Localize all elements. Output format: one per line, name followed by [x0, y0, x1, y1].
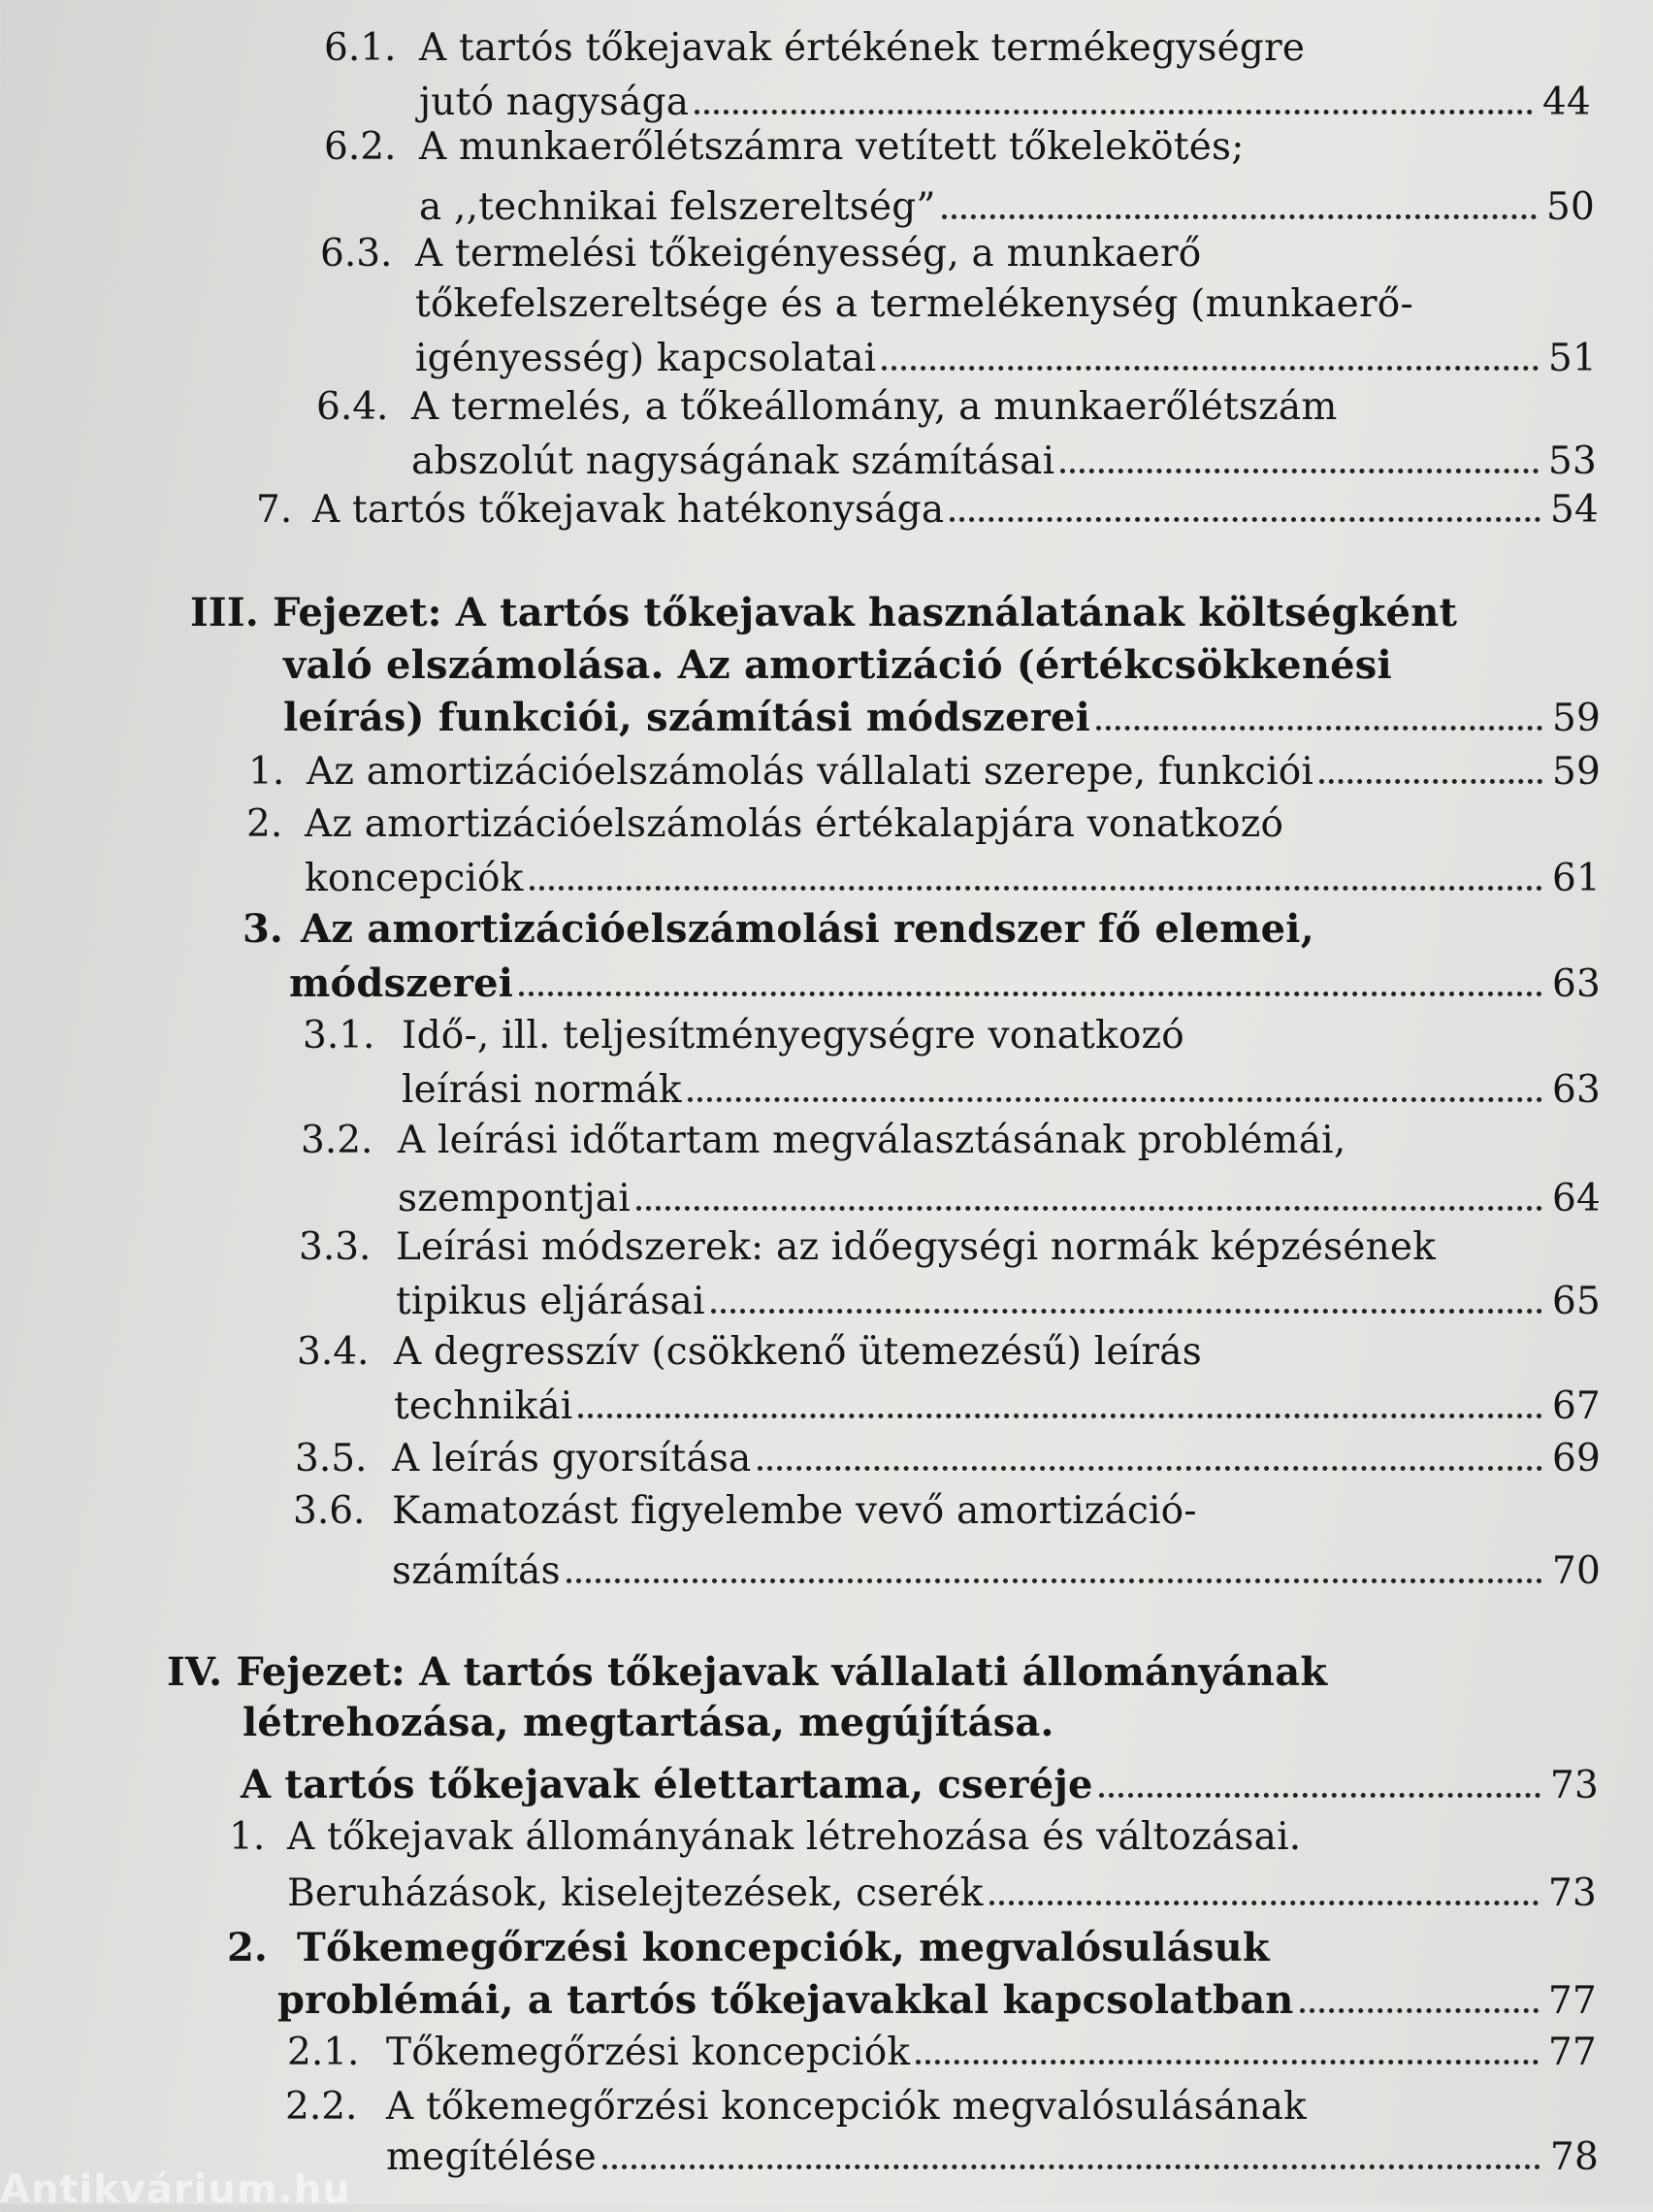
entry-number: 2.1.	[287, 2031, 360, 2074]
entry-last-line	[419, 80, 1591, 126]
watermark: Antikvárium.hu	[0, 2167, 351, 2212]
page-number: 69	[1551, 1437, 1601, 1480]
page-number: 70	[1551, 1549, 1601, 1593]
entry-last-line	[283, 695, 1601, 742]
page-number: 77	[1547, 1979, 1597, 2023]
entry-title-line: Beruházások, kiselejtezések, cserék	[287, 1871, 984, 1915]
entry-title-line: a ,,technikai felszereltség”	[419, 185, 936, 229]
entry-title-line: abszolút nagyságának számításai	[411, 439, 1055, 483]
entry-title-line: leírás) funkciói, számítási módszerei	[283, 695, 1091, 740]
entry-title-line: Kamatozást figyelembe vevő amortizáció-	[392, 1489, 1197, 1533]
leader-dots	[942, 214, 1537, 219]
leader-dots	[567, 1578, 1542, 1583]
leader-dots	[758, 1466, 1542, 1471]
entry-title-line: A tartós tőkejavak élettartama, cseréje	[241, 1762, 1093, 1807]
leader-dots	[602, 2164, 1540, 2169]
entry-title-line: Az amortizációelszámolás vállalati szerepe, funkciói	[307, 750, 1314, 794]
leader-dots	[882, 366, 1539, 371]
entry-number: 3.	[243, 906, 283, 952]
entry-number: 3.3.	[299, 1225, 372, 1269]
entry-title-line: Fejezet: A tartós tőkejavak használatának költségként	[273, 590, 1458, 635]
entry-number: 2.	[227, 1925, 268, 1970]
page-number: 78	[1549, 2135, 1599, 2179]
entry-number: 6.4.	[316, 385, 389, 429]
entry-number: 6.1.	[324, 26, 397, 70]
leader-dots	[530, 886, 1542, 891]
entry-number: 3.6.	[293, 1489, 366, 1533]
entry-last-line	[241, 1762, 1599, 1809]
entry-title-line: jutó nagysága	[419, 81, 690, 124]
page-number: 64	[1551, 1177, 1601, 1220]
leader-dots	[950, 517, 1540, 522]
page-number: 54	[1549, 488, 1599, 532]
entry-last-line	[277, 1977, 1597, 2025]
chapter-number: III.	[190, 590, 259, 635]
entry-last-line	[415, 336, 1597, 382]
leader-dots	[688, 1097, 1542, 1102]
entry-title-line: A tőkejavak állományának létrehozása és változásai.	[287, 1815, 1302, 1859]
page-number: 77	[1547, 2031, 1597, 2074]
page-number: 67	[1551, 1384, 1601, 1428]
entry-number: 1.	[248, 750, 285, 794]
entry-title-line: Az amortizációelszámolás értékalapjára vonatkozó	[305, 802, 1284, 846]
leader-dots	[636, 1206, 1542, 1211]
page-number: 59	[1551, 697, 1601, 740]
leader-dots	[1060, 469, 1539, 473]
entry-title-line: módszerei	[289, 960, 514, 1006]
entry-title-line: leírási normák	[402, 1068, 682, 1112]
chapter-title-line	[190, 590, 1457, 636]
entry-number: 3.1.	[303, 1014, 375, 1057]
entry-last-line	[396, 1279, 1601, 1325]
entry-title-line: igényesség) kapcsolatai	[415, 337, 877, 380]
entry-number: 7.	[256, 488, 293, 532]
entry-title-line: A leírás gyorsítása	[392, 1437, 752, 1480]
page-number: 53	[1547, 439, 1597, 483]
entry-title-line: Tőkemegőrzési koncepciók	[386, 2031, 911, 2074]
entry-title-line: problémái, a tartós tőkejavakkal kapcsolatban	[277, 1977, 1294, 2023]
entry-title-line: szempontjai	[398, 1177, 631, 1220]
entry-last-line	[305, 856, 1601, 902]
entry-last-line	[307, 749, 1601, 796]
chapter-title-line: való elszámolása. Az amortizáció (értékcsökkenési	[283, 642, 1392, 688]
page-number: 73	[1549, 1764, 1599, 1807]
entry-title-line: Fejezet: A tartós tőkejavak vállalati állományának	[236, 1649, 1328, 1695]
entry-title-line: A termelés, a tőkeállomány, a munkaerőlétszám	[411, 385, 1338, 429]
entry-title-line: megítélése	[386, 2135, 597, 2179]
leader-dots	[1300, 2008, 1539, 2013]
entry-last-line	[402, 1067, 1601, 1114]
entry-title-line: számítás	[392, 1549, 561, 1593]
entry-title-line: Idő-, ill. teljesítményegységre vonatkozó	[402, 1014, 1184, 1057]
page-number: 51	[1547, 337, 1597, 380]
entry-title-line: A termelési tőkeigényesség, a munkaerő	[415, 232, 1202, 276]
entry-number: 2.	[246, 802, 283, 846]
page-number: 63	[1551, 1068, 1601, 1112]
entry-number: 6.3.	[320, 232, 393, 276]
entry-number: 2.2.	[285, 2085, 358, 2129]
entry-number: 3.4.	[297, 1330, 370, 1374]
entry-last-line	[394, 1383, 1601, 1430]
entry-last-line	[392, 1436, 1601, 1482]
entry-last-line	[289, 960, 1601, 1008]
entry-last-line	[287, 1870, 1597, 1917]
entry-last-line	[386, 2134, 1599, 2181]
leader-dots	[519, 992, 1542, 996]
entry-title-line: A tartós tőkejavak hatékonysága	[312, 488, 945, 532]
entry-title-line: A leírási időtartam megválasztásának problémái,	[398, 1119, 1346, 1162]
entry-number: 1.	[229, 1815, 266, 1859]
page-number: 44	[1541, 81, 1591, 124]
chapter-number: IV.	[167, 1649, 223, 1695]
leader-dots	[916, 2060, 1539, 2065]
entry-last-line	[398, 1176, 1601, 1222]
page-number: 65	[1551, 1280, 1601, 1323]
leader-dots	[578, 1414, 1542, 1418]
entry-last-line	[386, 2030, 1597, 2076]
entry-title-line: A munkaerőlétszámra vetített tőkelekötés;	[419, 125, 1245, 169]
entry-title-line: tőkefelszereltsége és a termelékenység (munkaerő-	[415, 282, 1413, 326]
entry-title-line: Az amortizációelszámolási rendszer fő elemei,	[301, 906, 1314, 952]
chapter-title-line: létrehozása, megtartása, megújítása.	[243, 1700, 1054, 1745]
page-number: 61	[1551, 857, 1601, 900]
page-number: 50	[1545, 185, 1595, 229]
entry-last-line	[411, 439, 1597, 485]
chapter-title-line	[167, 1649, 1327, 1696]
leader-dots	[711, 1309, 1542, 1314]
entry-last-line	[312, 487, 1599, 534]
entry-title-line: A degresszív (csökkenő ütemezésű) leírás	[394, 1330, 1202, 1374]
page-number: 59	[1551, 750, 1601, 794]
entry-title-line: A tőkemegőrzési koncepciók megvalósulásának	[386, 2085, 1308, 2129]
entry-title-line: koncepciók	[305, 857, 524, 900]
entry-number: 3.5.	[295, 1437, 368, 1480]
entry-last-line	[419, 184, 1595, 231]
leader-dots	[1099, 1793, 1540, 1798]
leader-dots	[1319, 779, 1542, 784]
entry-title-line: technikái	[394, 1384, 573, 1428]
page-number: 63	[1551, 962, 1601, 1006]
page-number: 73	[1547, 1871, 1597, 1915]
leader-dots	[1096, 726, 1542, 731]
leader-dots	[989, 1901, 1539, 1905]
entry-title-line: A tartós tőkejavak értékének termékegységre	[419, 26, 1306, 70]
entry-last-line	[392, 1548, 1601, 1595]
entry-number: 6.2.	[324, 125, 397, 169]
entry-number: 3.2.	[301, 1119, 373, 1162]
entry-title-line: Leírási módszerek: az időegységi normák képzésének	[396, 1225, 1437, 1269]
leader-dots	[695, 110, 1533, 114]
entry-title-line: Tőkemegőrzési koncepciók, megvalósulásuk	[297, 1925, 1270, 1970]
entry-title-line: tipikus eljárásai	[396, 1280, 705, 1323]
